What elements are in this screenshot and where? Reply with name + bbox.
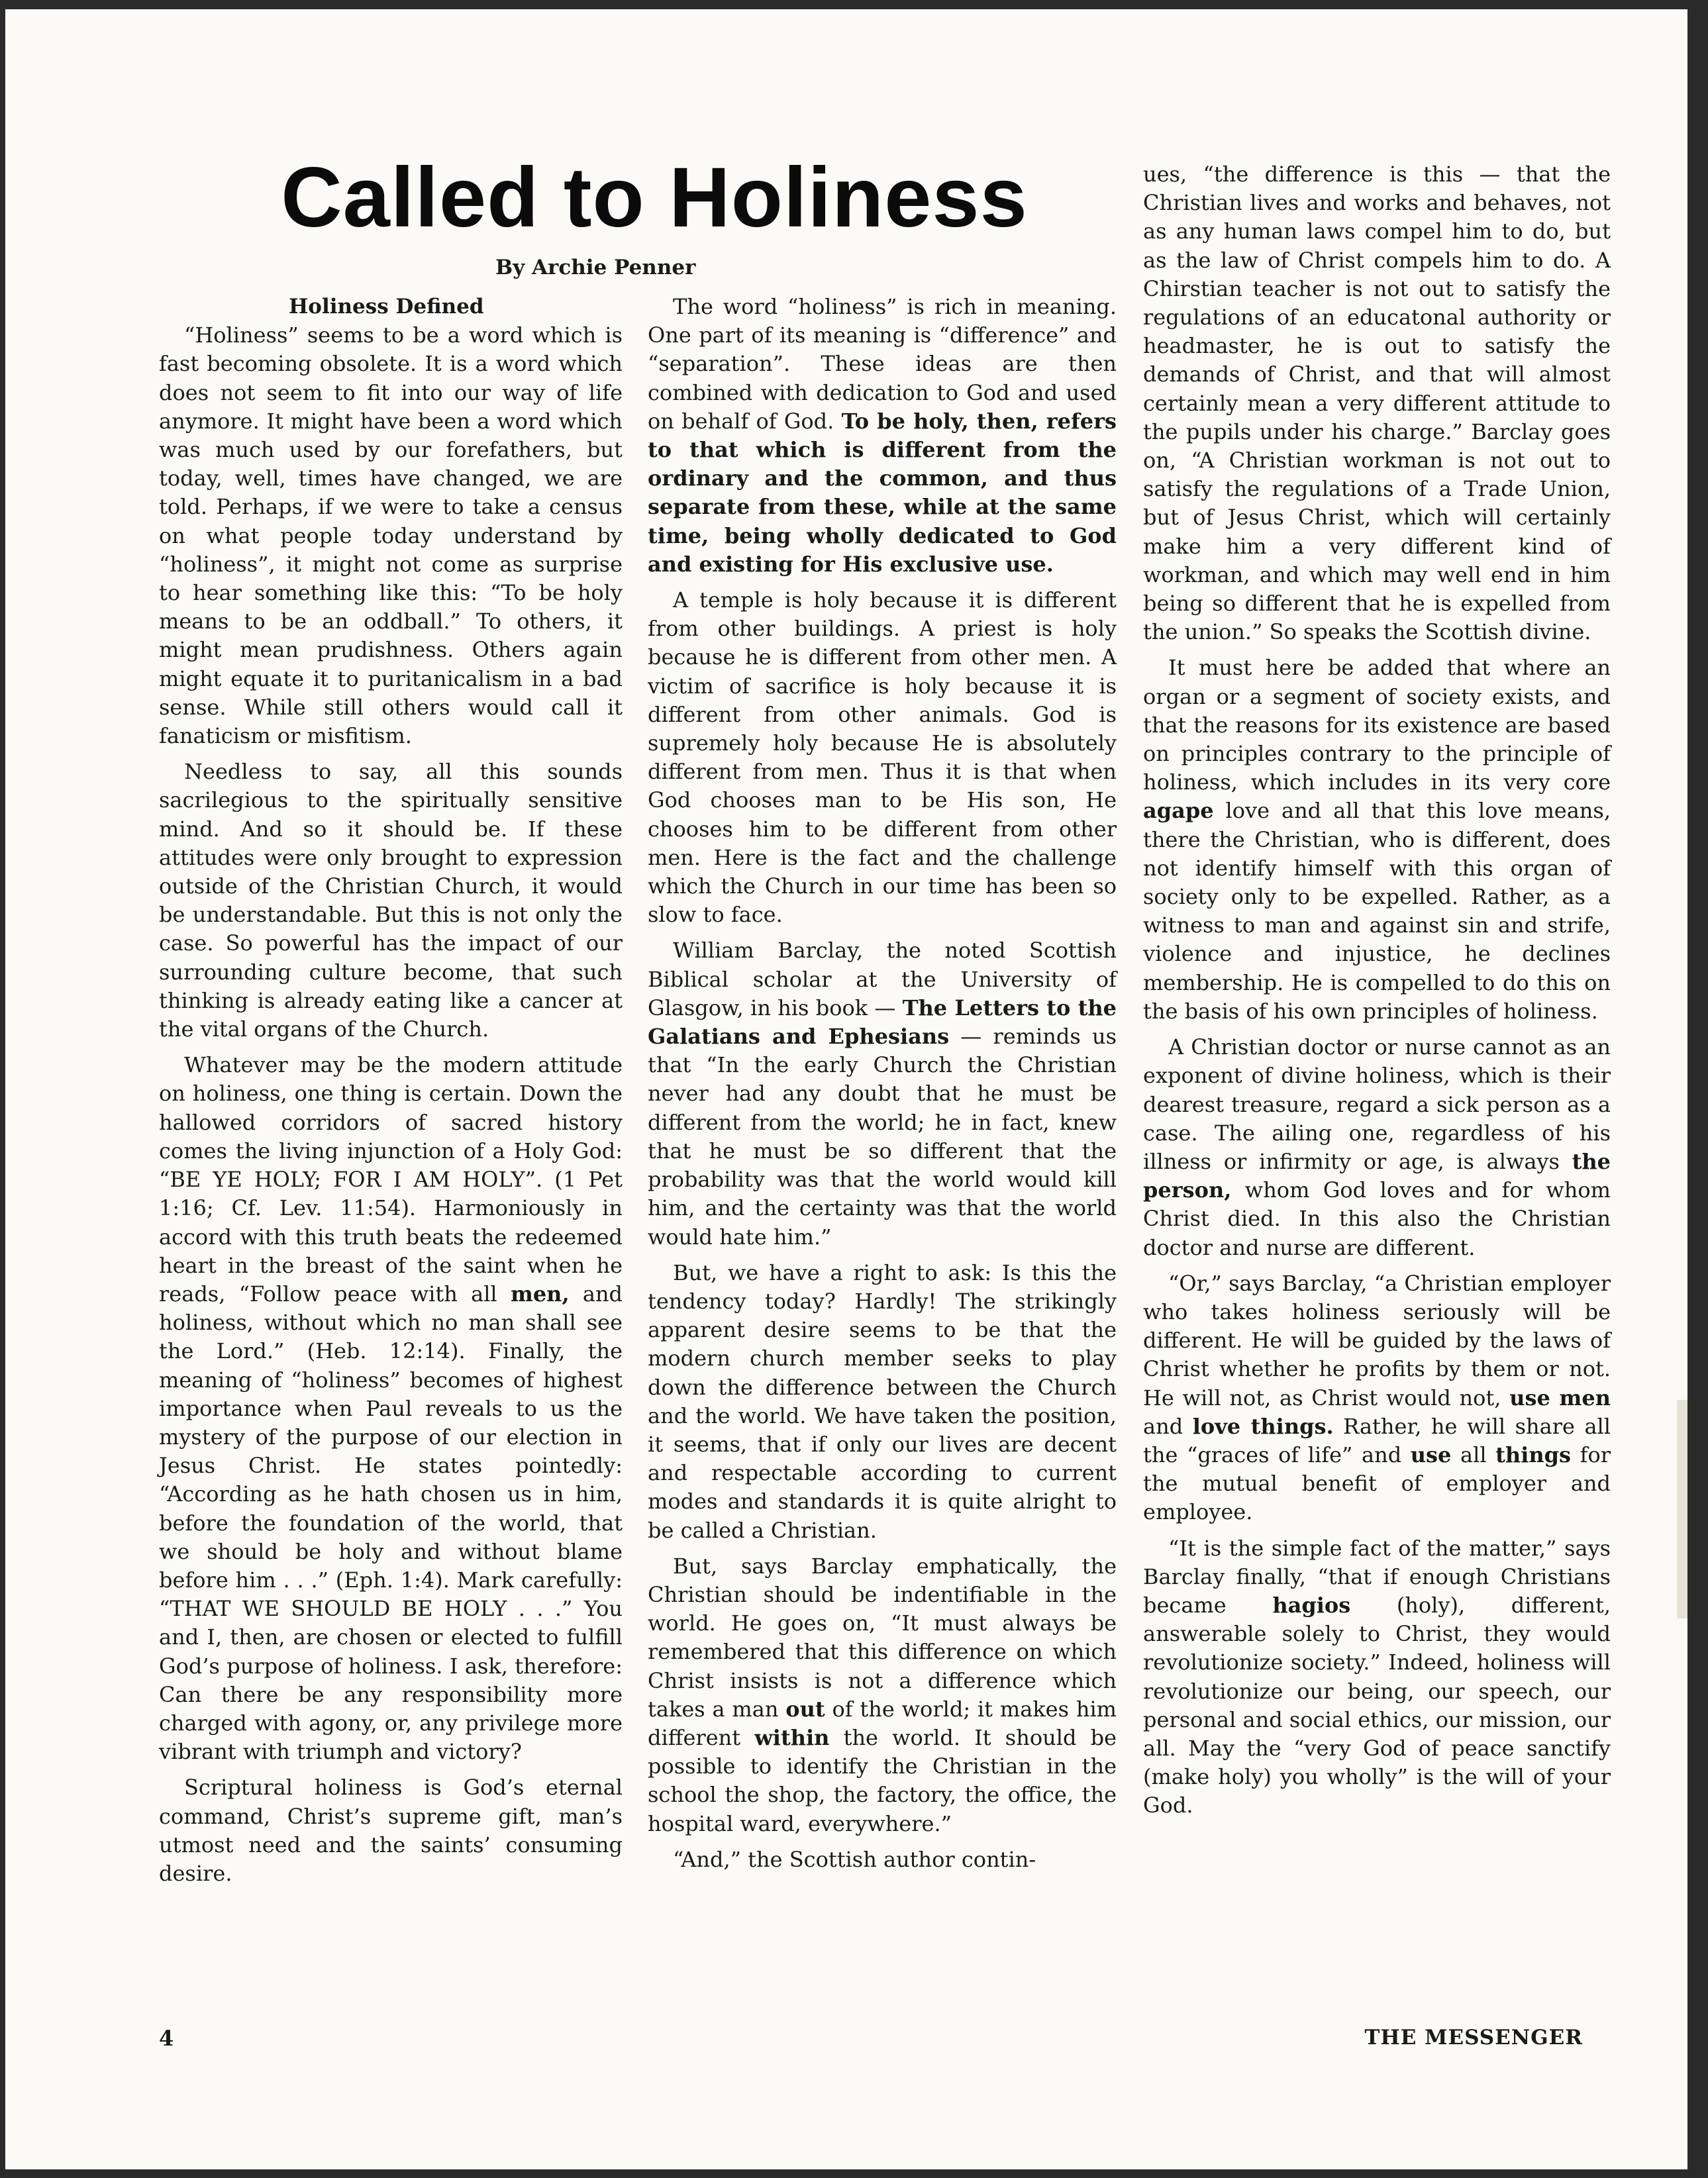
column-1 bbox=[159, 293, 623, 1895]
article-byline: By Archie Penner bbox=[495, 256, 696, 279]
paragraph: But, we have a right to ask: Is this the tendency today? Hardly! The strikingly apparent desire seems to be that the modern church member seeks to play down the difference between the Church and the world. We have taken the position, it seems, that if only our lives are decent and respectable according to current modes and standards it is quite alright to be called a Christian. bbox=[648, 1260, 1117, 1543]
paragraph: Whatever may be the modern attitude on holiness, one thing is certain. Down the hallowed corridors of sacred history comes the living injunction of a Holy God: “BE YE HOLY; FOR I AM HOLY”. (1 Pet 1:16; Cf. Lev. 11:54). Harmoniously in accord with this truth beats the redeemed heart in the breast of the saint when he reads, “Follow peace with all men, and holiness, without which no man shall see the Lord.” (Heb. 12:14). Finally, the meaning of “holiness” becomes of highest importance when Paul reveals to us the mystery of the purpose of our election in Jesus Christ. He states pointedly: “According as he hath chosen us in him, before the foundation of the world, that we should be holy and without blame before him . . .” (Eph. 1:4). Mark carefully: “THAT WE SHOULD BE HOLY . . .” You and I, then, are chosen or elected to fulfill God’s purpose of holiness. I ask, therefore: Can there be any responsibility more charged with agony, or, any privilege more vibrant with triumph and victory? bbox=[159, 1052, 623, 1765]
paragraph: But, says Barclay emphatically, the Christian should be indentifiable in the world. He goes on, “It must always be remembered that this difference on which Christ insists is not a difference which takes a man out of the world; it makes him different within the world. It should be possible to identify the Christian in the school the shop, the factory, the office, the hospital ward, everywhere.” bbox=[648, 1553, 1117, 1836]
paragraph: “Or,” says Barclay, “a Christian employer who takes holiness seriously will be different. He will be guided by the laws of Christ whether he profits by them or not. He will not, as Christ would not, use men and love things. Rather, he will share all the “graces of life” and use all things for the mutual benefit of employer and employee. bbox=[1143, 1270, 1611, 1525]
paragraph: A Christian doctor or nurse cannot as an exponent of divine holiness, which is their dearest treasure, regard a sick person as a case. The ailing one, regardless of his illness or infirmity or age, is always the person, whom God loves and for whom Christ died. In this also the Christian doctor and nurse are different. bbox=[1143, 1034, 1611, 1260]
paragraph: Scriptural holiness is God’s eternal command, Christ’s supreme gift, man’s utmost need and the saints’ consuming desire. bbox=[159, 1775, 623, 1886]
column-3 bbox=[1143, 160, 1611, 1828]
paragraph: William Barclay, the noted Scottish Biblical scholar at the University of Glasgow, in his book — The Letters to the Galatians and Ephesians — reminds us that “In the early Church the Christian never had any doubt that he must be different from the world; he in fact, knew that he must be so different that the probability was that the world would kill him, and the certainty was that the world would hate him.” bbox=[648, 938, 1117, 1250]
paragraph: Needless to say, all this sounds sacrilegious to the spiritually sensitive mind. And so it should be. If these attitudes were only brought to expression outside of the Christian Church, it would be understandable. But this is not only the case. So powerful has the impact of our surrounding culture become, that such thinking is already eating like a cancer at the vital organs of the Church. bbox=[159, 759, 623, 1042]
column-2 bbox=[648, 293, 1117, 1881]
magazine-page bbox=[5, 9, 1687, 2169]
page-number: 4 bbox=[159, 2026, 174, 2051]
publication-name: THE MESSENGER bbox=[1364, 2026, 1583, 2050]
paragraph: “It is the simple fact of the matter,” says Barclay finally, “that if enough Christians became hagios (holy), different, answerable solely to Christ, they would revolutionize society.” Indeed, holiness will revolutionize our being, our speech, our personal and social ethics, our mission, our all. May the “very God of peace sanctify (make holy) you wholly” is the will of your God. bbox=[1143, 1535, 1611, 1818]
paragraph: A temple is holy because it is different from other buildings. A priest is holy because he is different from other men. A victim of sacrifice is holy because it is different from other animals. God is supremely holy because He is absolutely different from men. Thus it is that when God chooses man to be His son, He chooses him to be different from other men. Here is the fact and the challenge which the Church in our time has been so slow to face. bbox=[648, 587, 1117, 928]
paragraph: The word “holiness” is rich in meaning. One part of its meaning is “difference” and “separation”. These ideas are then combined with dedication to God and used on behalf of God. To be holy, then, refers to that which is different from the ordinary and the common, and thus separate from these, while at the same time, being wholly dedicated to God and existing for His exclusive use. bbox=[648, 294, 1117, 577]
paragraph: “And,” the Scottish author contin- bbox=[673, 1846, 1036, 1872]
page-edge bbox=[1677, 1400, 1687, 1618]
article-title: Called to Holiness bbox=[281, 150, 1028, 245]
paragraph: It must here be added that where an organ or a segment of society exists, and that the reasons for its existence are based on principles contrary to the principle of holiness, which includes in its very core agape love and all that this love means, there the Christian, who is different, does not identify himself with this organ of society only to be expelled. Rather, as a witness to man and against sin and strife, violence and injustice, he declines membership. He is compelled to do this on the basis of his own principles of holiness. bbox=[1143, 655, 1611, 1024]
section-heading: Holiness Defined bbox=[289, 295, 484, 319]
paragraph: “Holiness” seems to be a word which is fast becoming obsolete. It is a word which does not seem to fit into our way of life anymore. It might have been a word which was much used by our forefathers, but today, well, times have changed, we are told. Perhaps, if we were to take a census on what people today understand by “holiness”, it might not come as surprise to hear something like this: “To be holy means to be an oddball.” To others, it might mean prudishness. Others again might equate it to puritanicalism in a bad sense. While still others would call it fanaticism or misfitism. bbox=[159, 322, 623, 749]
paragraph: ues, “the difference is this — that the Christian lives and works and behaves, not as any human laws compel him to do, but as the law of Christ compels him to do. A Chirstian teacher is not out to satisfy the regulations of an educatonal authority or headmaster, he is out to satisfy the demands of Christ, and that will almost certainly mean a very different attitude to the pupils under his charge.” Barclay goes on, “A Christian workman is not out to satisfy the regulations of a Trade Union, but of Jesus Christ, which will certainly make him a very different kind of workman, and which may well end in him being so different that he is expelled from the union.” So speaks the Scottish divine. bbox=[1143, 162, 1611, 645]
